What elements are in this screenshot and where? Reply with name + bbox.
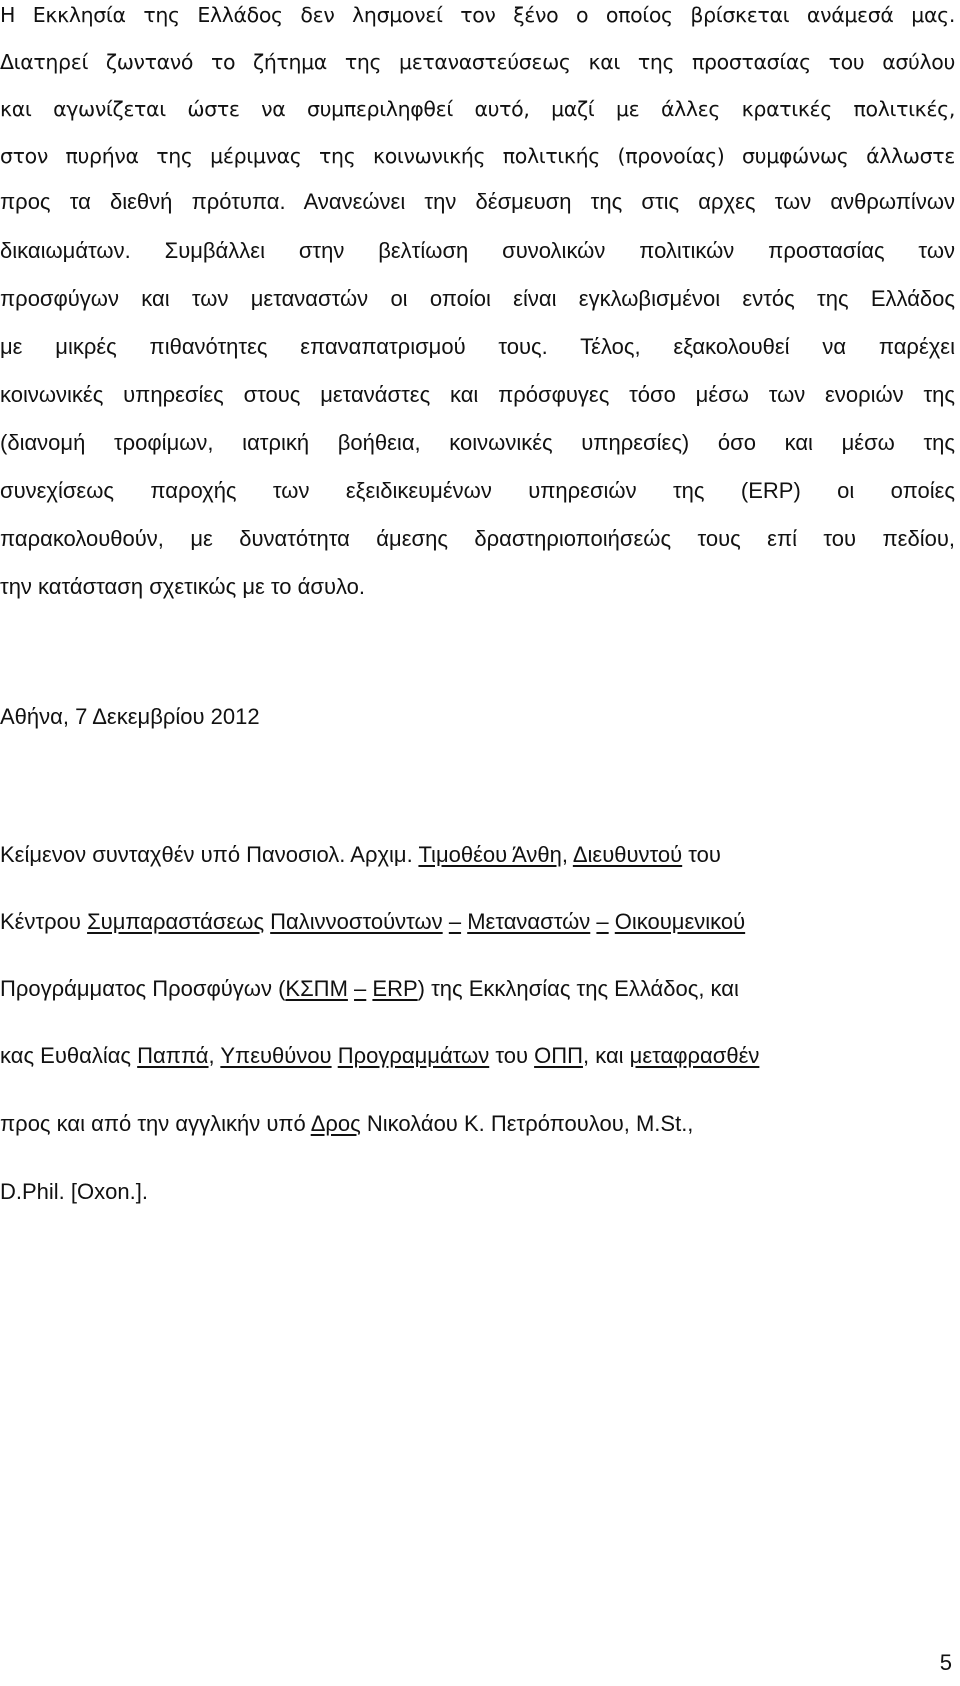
credits-word: Παλιννοστούντων	[270, 909, 443, 934]
credits-name: Τιμοθέου Άνθη	[418, 842, 562, 867]
credits-title: Διευθυντού	[572, 842, 683, 867]
credits-dash: –	[448, 909, 462, 934]
paragraph-line: και αγωνίζεται ώστε να συμπεριληφθεί αυτό, μαζί με άλλες κρατικές πολιτικές,	[0, 97, 955, 121]
credits-word: Δρος	[310, 1111, 361, 1136]
credits-text: ,	[561, 842, 573, 867]
paragraph-line: παρακολουθούν, με δυνατότητα άμεσης δραστηριοποιήσεώς τους επί του πεδίου,	[0, 526, 955, 551]
credits-text: ,	[208, 1043, 221, 1068]
credits-dash: –	[596, 909, 609, 934]
credits-line	[0, 1041, 759, 1071]
credits-line: D.Phil. [Oxon.].	[0, 1179, 148, 1204]
paragraph-line: συνεχίσεως παροχής των εξειδικευμένων υπηρεσιών της (ERP) οι οποίες	[0, 478, 955, 503]
paragraph-line: την κατάσταση σχετικώς με το άσυλο.	[0, 574, 365, 599]
credits-line	[0, 974, 739, 1004]
credits-text: ) της Εκκλησίας της Ελλάδος, και	[417, 976, 739, 1001]
paragraph-line: με μικρές πιθανότητες επαναπατρισμού τους. Τέλος, εξακολουθεί να παρέχει	[0, 334, 955, 359]
page-number: 5	[939, 1650, 952, 1675]
credits-word: Οικουμενικού	[614, 909, 746, 934]
paragraph-line: (διανομή τροφίμων, ιατρική βοήθεια, κοινωνικές υπηρεσίες) όσο και μέσω της	[0, 430, 955, 455]
credits-text: , και	[582, 1043, 630, 1068]
paragraph-line: προς τα διεθνή πρότυπα. Ανανεώνει την δέσμευση της στις αρχες των ανθρωπίνων	[0, 189, 955, 214]
paragraph-line: στον πυρήνα της μέριμνας της κοινωνικής πολιτικής (προνοίας) συμφώνως άλλωστε	[0, 144, 955, 168]
credits-text: κας Ευθαλίας	[0, 1043, 138, 1068]
credits-text: προς και από την αγγλικήν υπό	[0, 1111, 311, 1136]
credits-word: ΟΠΠ	[534, 1043, 583, 1068]
credits-word: Προγραμμάτων	[337, 1043, 490, 1068]
paragraph-line: Η Εκκλησία της Ελλάδος δεν λησμονεί τον ξένο ο οποίος βρίσκεται ανάμεσά μας.	[0, 3, 955, 27]
credits-word: Παππά	[137, 1043, 209, 1068]
paragraph-line: κοινωνικές υπηρεσίες στους μετανάστες και πρόσφυγες τόσο μέσω των ενοριών της	[0, 382, 955, 407]
credits-text: Κέντρου	[0, 909, 88, 934]
credits-line	[0, 840, 721, 870]
credits-dash: –	[354, 976, 367, 1001]
credits-text: του	[489, 1043, 535, 1068]
credits-word: Μεταναστών	[467, 909, 591, 934]
credits-text: Νικολάου Κ. Πετρόπουλου, M.St.,	[360, 1111, 694, 1136]
credits-text: του	[682, 842, 721, 867]
credits-word: ERP	[372, 976, 418, 1001]
credits-word: ΚΣΠΜ	[285, 976, 348, 1001]
credits-word: μεταφρασθέν	[629, 1043, 760, 1068]
credits-text: Κείμενον συνταχθέν υπό Πανοσιολ. Αρχιμ.	[0, 842, 419, 867]
credits-line	[0, 1109, 693, 1139]
paragraph-line: Διατηρεί ζωντανό το ζήτημα της μεταναστεύσεως και της προστασίας του ασύλου	[0, 50, 955, 74]
credits-line	[0, 907, 745, 937]
paragraph-line: δικαιωμάτων. Συμβάλλει στην βελτίωση συνολικών πολιτικών προστασίας των	[0, 238, 955, 263]
paragraph-line: προσφύγων και των μεταναστών οι οποίοι είναι εγκλωβισμένοι εντός της Ελλάδος	[0, 286, 955, 311]
credits-word: Υπευθύνου	[220, 1043, 332, 1068]
credits-text: Προγράμματος Προσφύγων (	[0, 976, 286, 1001]
credits-word: Συμπαραστάσεως	[87, 909, 265, 934]
date-line: Αθήνα, 7 Δεκεμβρίου 2012	[0, 704, 260, 729]
